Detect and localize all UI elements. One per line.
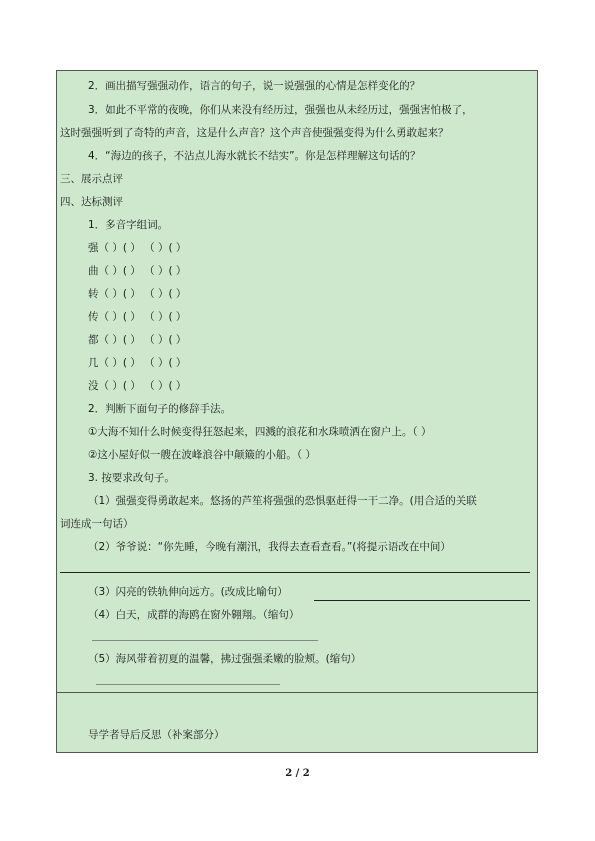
section-4-title: 四、达标测评 — [60, 196, 123, 208]
reflection-label: 导学者导后反思（补案部分） — [88, 729, 225, 741]
answer-line[interactable] — [92, 640, 318, 641]
polyphone-row: 转（ ）( ） （ ）( ） — [88, 288, 187, 300]
polyphone-row: 几（ ）( ） （ ）( ） — [88, 357, 187, 369]
question-3-line2: 这时强强听到了奇特的声音，这是什么声音？这个声音使强强变得为什么勇敢起来？ — [60, 127, 449, 139]
question-2: 2．画出描写强强动作，语言的句子，说一说强强的心情是怎样变化的？ — [88, 80, 421, 92]
rewrite-item-2: （2）爷爷说：“你先睡，今晚有潮汛，我得去查看查看。”(将提示语改在中间） — [88, 541, 451, 553]
polyphone-row: 没（ ）( ） （ ）( ） — [88, 380, 187, 392]
row-divider — [56, 692, 538, 693]
rhetoric-sentence-2: ②这小屋好似一艘在波峰浪谷中颠簸的小船。（ ） — [88, 449, 316, 461]
polyphone-row: 强（ ）( ） （ ）( ） — [88, 242, 187, 254]
task-1-title: 1．多音字组词。 — [88, 219, 169, 231]
rhetoric-sentence-1: ①大海不知什么时候变得狂怒起来，四溅的浪花和水珠喷洒在窗户上。（ ） — [88, 426, 432, 438]
rewrite-item-5: （5）海风带着初夏的温馨，拂过强强柔嫩的脸颊。(缩句） — [88, 653, 362, 665]
task-2-title: 2．判断下面句子的修辞手法。 — [88, 403, 232, 415]
answer-line[interactable] — [314, 600, 530, 601]
answer-line[interactable] — [96, 684, 280, 685]
rewrite-item-3: （3）闪亮的铁轨伸向远方。(改成比喻句） — [88, 586, 288, 598]
polyphone-row: 传（ ）( ） （ ）( ） — [88, 311, 187, 323]
page-number: 2 / 2 — [285, 768, 310, 779]
task-3-title: 3. 按要求改句子。 — [88, 472, 175, 484]
polyphone-row: 曲（ ）( ） （ ）( ） — [88, 265, 187, 277]
answer-line[interactable] — [60, 572, 530, 573]
polyphone-row: 都（ ）( ） （ ）( ） — [88, 334, 187, 346]
question-3-line1: 3．如此不平常的夜晚，你们从来没有经历过，强强也从未经历过，强强害怕极了， — [88, 104, 473, 116]
rewrite-item-1-line1: （1）强强变得勇敢起来。悠扬的芦笙将强强的恐惧驱赶得一干二净。(用合适的关联 — [88, 495, 477, 507]
rewrite-item-1-line2: 词连成一句话） — [60, 518, 134, 530]
rewrite-item-4: （4）白天，成群的海鸥在窗外翱翔。（缩句） — [88, 609, 300, 621]
question-4: 4．“海边的孩子，不沾点儿海水就长不结实”。你是怎样理解这句话的？ — [88, 150, 421, 162]
section-3-title: 三、展示点评 — [60, 173, 123, 185]
